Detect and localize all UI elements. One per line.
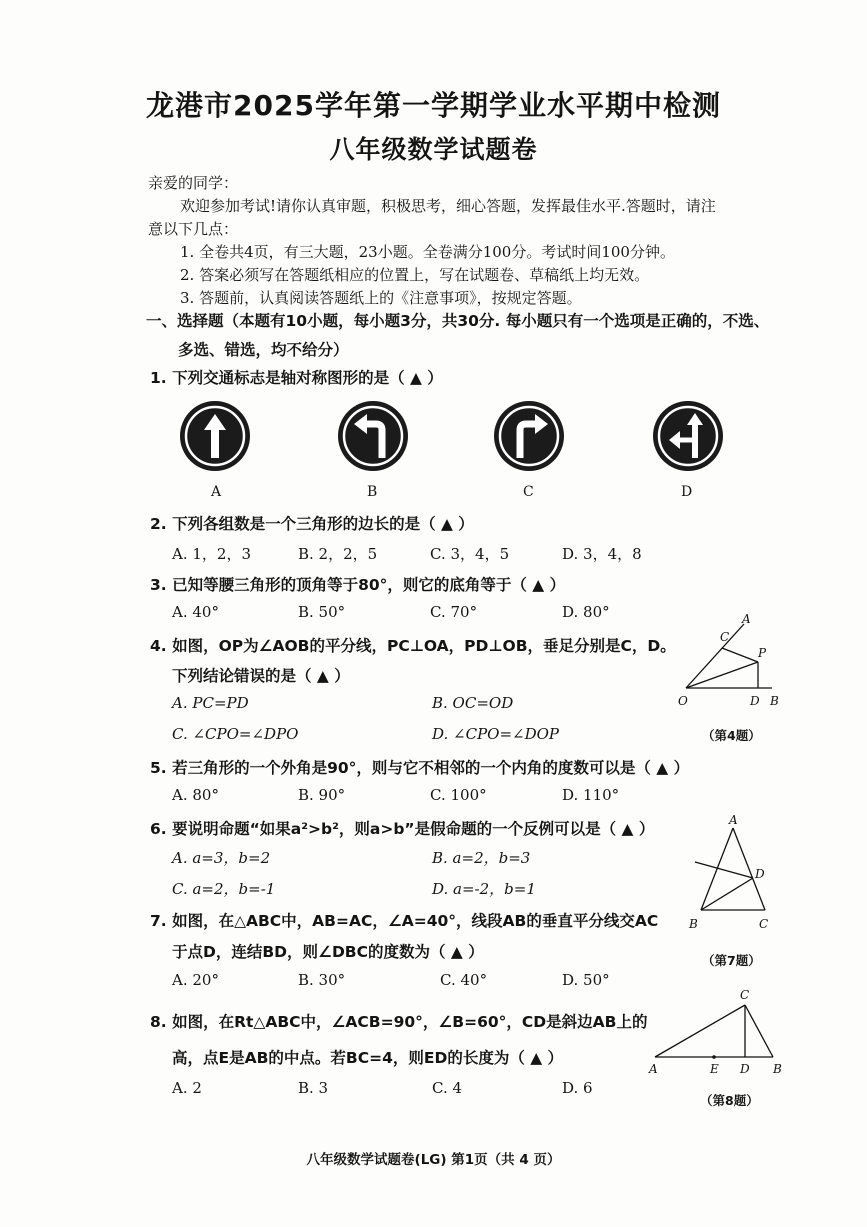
q5-option-d: D. 110° <box>562 786 620 804</box>
intro-note-2: 2. 答案必须写在答题纸相应的位置上，写在试题卷、草稿纸上均无效。 <box>180 266 650 284</box>
q7-label-b: B <box>689 917 698 931</box>
q7-label-c: C <box>759 917 769 931</box>
q6-stem: 6. 要说明命题“如果a²>b²，则a>b”是假命题的一个反例可以是（ ▲ ） <box>150 820 655 838</box>
traffic-sign-b <box>336 400 416 472</box>
traffic-sign-c <box>492 400 572 472</box>
q2-option-b: B. 2，2，5 <box>298 545 378 563</box>
q8-caption: （第8题） <box>700 1093 759 1108</box>
page-footer: 八年级数学试题卷(LG) 第1页（共 4 页） <box>306 1152 561 1168</box>
q4-option-c: C. ∠CPO=∠DPO <box>172 725 299 743</box>
section-heading: 一、选择题（本题有10小题，每小题3分，共30分. 每小题只有一个选项是正确的，不选、 <box>146 312 770 330</box>
q7-caption: （第7题） <box>702 953 761 968</box>
q5-stem: 5. 若三角形的一个外角是90°，则与它不相邻的一个内角的度数可以是（ ▲ ） <box>150 759 690 777</box>
q4-label-a: A <box>742 612 751 626</box>
q2-option-c: C. 3，4，5 <box>430 545 510 563</box>
page-title: 龙港市2025学年第一学期学业水平期中检测 <box>146 89 721 122</box>
straight-or-left-arrow-icon <box>653 401 723 471</box>
q8-label-a: A <box>649 1062 658 1076</box>
q5-option-b: B. 90° <box>298 786 346 804</box>
section-heading-cont: 多选、错选，均不给分） <box>178 341 349 359</box>
sign-label-d: D <box>681 484 693 500</box>
q6-option-d: D. a=-2，b=1 <box>432 880 536 898</box>
q8-stem-1: 8. 如图，在Rt△ABC中，∠ACB=90°，∠B=60°，CD是斜边AB上的 <box>150 1013 648 1031</box>
q8-stem-2: 高，点E是AB的中点。若BC=4，则ED的长度为（ ▲ ） <box>172 1049 564 1067</box>
q7-option-a: A. 20° <box>172 971 219 989</box>
q7-option-d: D. 50° <box>562 971 610 989</box>
q7-label-a: A <box>729 813 738 827</box>
q7-option-b: B. 30° <box>298 971 346 989</box>
q4-figure <box>672 610 792 710</box>
sign-label-b: B <box>367 484 378 500</box>
q3-option-b: B. 50° <box>298 603 346 621</box>
sign-label-a: A <box>211 484 222 500</box>
q4-stem-2: 下列结论错误的是（ ▲ ） <box>172 667 350 685</box>
q8-label-b: B <box>773 1062 782 1076</box>
q5-option-c: C. 100° <box>430 786 487 804</box>
q4-label-b: B <box>770 694 779 708</box>
q2-option-a: A. 1，2，3 <box>172 545 251 563</box>
q3-option-a: A. 40° <box>172 603 219 621</box>
sign-label-c: C <box>523 484 534 500</box>
q4-option-a: A. PC=PD <box>172 694 249 712</box>
q4-stem-1: 4. 如图，OP为∠AOB的平分线，PC⊥OA，PD⊥OB，垂足分别是C，D。 <box>150 637 676 655</box>
intro-note-3: 3. 答题前，认真阅读答题纸上的《注意事项》，按规定答题。 <box>180 289 582 307</box>
q6-option-c: C. a=2，b=-1 <box>172 880 276 898</box>
q8-figure <box>645 985 795 1080</box>
q4-option-b: B. OC=OD <box>432 694 514 712</box>
turn-left-arrow-icon <box>338 401 408 471</box>
q7-option-c: C. 40° <box>440 971 488 989</box>
q7-stem-1: 7. 如图，在△ABC中，AB=AC，∠A=40°，线段AB的垂直平分线交AC <box>150 912 659 930</box>
intro-line-2: 意以下几点： <box>148 220 239 238</box>
q2-option-d: D. 3，4，8 <box>562 545 642 563</box>
traffic-sign-a <box>178 400 258 472</box>
q8-label-c: C <box>740 988 750 1002</box>
q8-option-b: B. 3 <box>298 1079 329 1097</box>
q8-label-e: E <box>710 1062 719 1076</box>
q7-figure <box>685 810 785 940</box>
q3-option-d: D. 80° <box>562 603 610 621</box>
q4-caption: （第4题） <box>702 728 761 743</box>
q7-label-d: D <box>755 867 765 881</box>
page-subtitle: 八年级数学试题卷 <box>329 135 538 164</box>
q4-label-d: D <box>750 694 760 708</box>
q3-stem: 3. 已知等腰三角形的顶角等于80°，则它的底角等于（ ▲ ） <box>150 576 566 594</box>
q1-stem: 1. 下列交通标志是轴对称图形的是（ ▲ ） <box>150 369 443 387</box>
intro-line-1: 欢迎参加考试!请你认真审题，积极思考，细心答题，发挥最佳水平.答题时，请注 <box>180 197 716 215</box>
q7-stem-2: 于点D，连结BD，则∠DBC的度数为（ ▲ ） <box>172 943 484 961</box>
intro-note-1: 1. 全卷共4页，有三大题，23小题。全卷满分100分。考试时间100分钟。 <box>180 243 675 261</box>
intro-greeting: 亲爱的同学： <box>148 174 239 192</box>
q5-option-a: A. 80° <box>172 786 219 804</box>
q8-label-d: D <box>740 1062 750 1076</box>
q4-label-c: C <box>720 630 730 644</box>
traffic-sign-d <box>651 400 731 472</box>
q8-option-c: C. 4 <box>432 1079 463 1097</box>
q8-option-d: D. 6 <box>562 1079 593 1097</box>
q4-label-p: P <box>758 646 767 660</box>
q3-option-c: C. 70° <box>430 603 478 621</box>
q2-stem: 2. 下列各组数是一个三角形的边长的是（ ▲ ） <box>150 515 474 533</box>
q6-option-a: A. a=3，b=2 <box>172 849 271 867</box>
q6-option-b: B. a=2，b=3 <box>432 849 531 867</box>
turn-right-arrow-icon <box>494 401 564 471</box>
q4-label-o: O <box>678 694 688 708</box>
q8-option-a: A. 2 <box>172 1079 202 1097</box>
straight-arrow-icon <box>180 401 250 471</box>
q4-option-d: D. ∠CPO=∠DOP <box>432 725 560 743</box>
